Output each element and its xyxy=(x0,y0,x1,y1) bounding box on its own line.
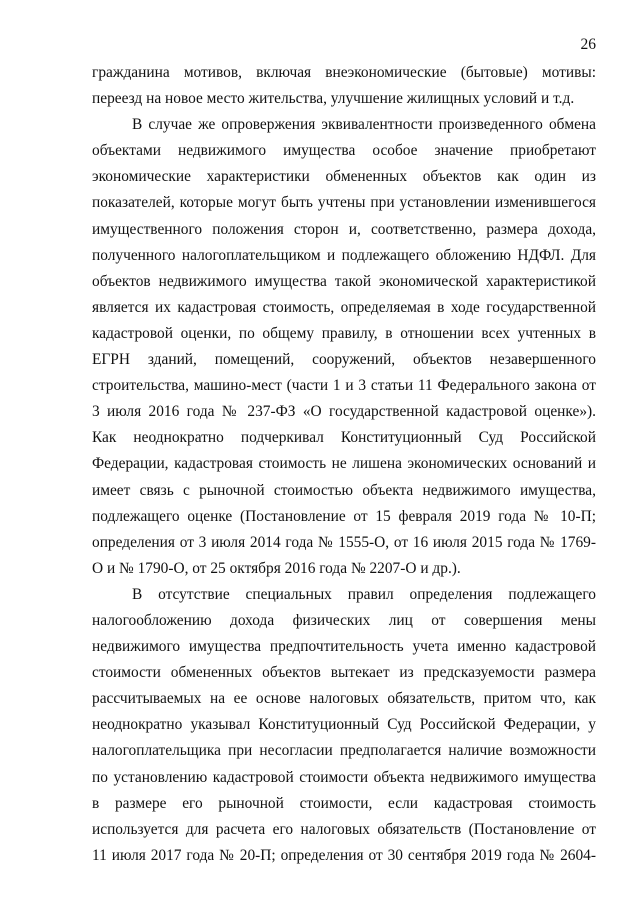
text-line: недвижимого имущества предпочтительность учета именно кадастровой xyxy=(92,638,596,656)
text-line: В отсутствие специальных правил определения подлежащего xyxy=(132,585,596,603)
text-line: переезд на новое место жительства, улучшение жилищных условий и т.д. xyxy=(92,90,575,108)
text-line: определения от 3 июля 2014 года № 1555-О, от 16 июля 2015 года № 1769- xyxy=(92,533,596,551)
text-line: 3 июля 2016 года № 237-ФЗ «О государственной кадастровой оценке»). xyxy=(92,403,596,421)
text-line: Как неоднократно подчеркивал Конституционный Суд Российской xyxy=(92,429,596,447)
text-line: по установлению кадастровой стоимости объекта недвижимого имущества xyxy=(92,768,596,786)
text-line: используется для расчета его налоговых обязательств (Постановление от xyxy=(92,820,596,838)
text-line: Федерации, кадастровая стоимость не лишена экономических оснований и xyxy=(92,455,596,473)
text-line: 11 июля 2017 года № 20-П; определения от 30 сентября 2019 года № 2604- xyxy=(92,846,596,864)
text-line: налогообложению дохода физических лиц от совершения мены xyxy=(92,611,596,629)
text-line: В случае же опровержения эквивалентности произведенного обмена xyxy=(132,116,596,134)
text-line: ЕГРН зданий, помещений, сооружений, объектов незавершенного xyxy=(92,351,596,369)
text-line: в размере его рыночной стоимости, если кадастровая стоимость xyxy=(92,794,596,812)
text-line: имеет связь с рыночной стоимостью объекта недвижимого имущества, xyxy=(92,481,596,499)
text-line: строительства, машино-мест (части 1 и 3 статьи 11 Федерального закона от xyxy=(92,377,596,395)
document-body xyxy=(92,60,596,869)
text-line: объектов недвижимого имущества такой экономической характеристикой xyxy=(92,272,596,290)
text-line: объектами недвижимого имущества особое значение приобретают xyxy=(92,142,596,160)
text-line: О и № 1790-О, от 25 октября 2016 года № 2207-О и др.). xyxy=(92,559,461,577)
text-line: налогоплательщика при несогласии предполагается наличие возможности xyxy=(92,742,596,760)
text-line: экономические характеристики обмененных объектов как один из xyxy=(92,168,596,186)
page-number: 26 xyxy=(580,36,596,53)
text-line: кадастровой оценки, по общему правилу, в отношении всех учтенных в xyxy=(92,324,596,342)
text-line: стоимости обмененных объектов вытекает из предсказуемости размера xyxy=(92,664,596,682)
text-line: показателей, которые могут быть учтены при установлении изменившегося xyxy=(92,194,596,212)
text-line: гражданина мотивов, включая внеэкономические (бытовые) мотивы: xyxy=(92,64,596,81)
text-line: имущественного положения сторон и, соответственно, размера дохода, xyxy=(92,220,596,238)
text-line: является их кадастровая стоимость, определяемая в ходе государственной xyxy=(92,298,596,316)
text-line: подлежащего оценке (Постановление от 15 февраля 2019 года № 10-П; xyxy=(92,507,596,525)
text-line: рассчитываемых на ее основе налоговых обязательств, притом что, как xyxy=(92,690,596,708)
text-line: неоднократно указывал Конституционный Суд Российской Федерации, у xyxy=(92,716,596,734)
text-line: полученного налогоплательщиком и подлежащего обложению НДФЛ. Для xyxy=(92,246,596,264)
